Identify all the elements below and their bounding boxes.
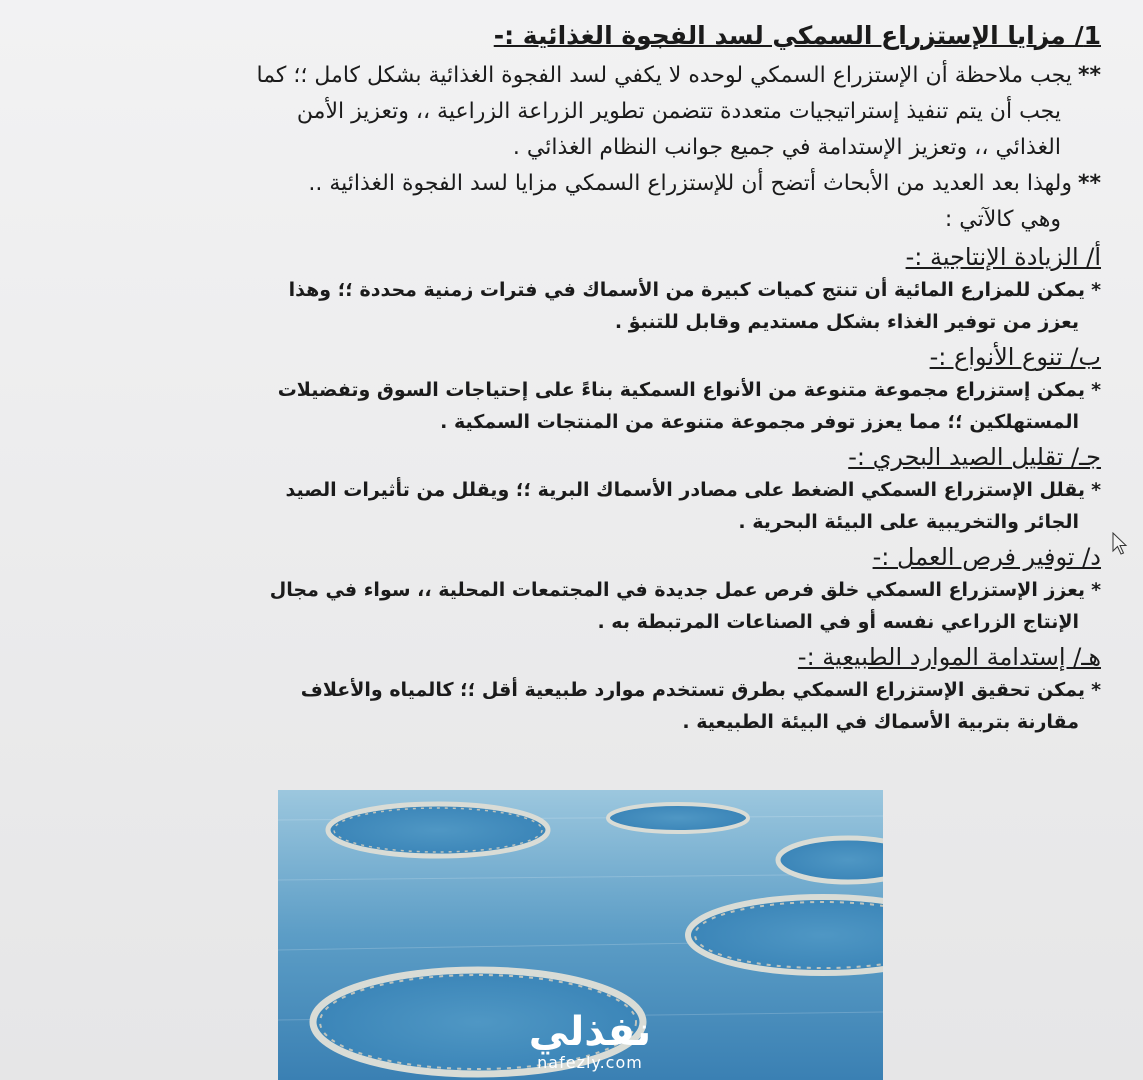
bullet-line2: الجائر والتخريبية على البيئة البحرية .	[738, 511, 1079, 533]
intro-p1-line1: يجب ملاحظة أن الإستزراع السمكي لوحده لا يكفي لسد الفجوة الغذائية بشكل كامل ؛؛ كما	[256, 63, 1072, 88]
intro-p1-line2: يجب أن يتم تنفيذ إستراتيجيات متعددة تتضمن تطوير الزراعة الزراعية ،، وتعزيز الأمن	[296, 99, 1061, 124]
bullet-line2: يعزز من توفير الغذاء بشكل مستديم وقابل للتنبؤ .	[614, 311, 1079, 333]
section-heading: هـ/ إستدامة الموارد الطبيعية :-	[797, 643, 1101, 671]
net-pen-ring	[778, 838, 883, 882]
watermark-arabic: نفذلي	[528, 1009, 652, 1055]
section-d	[101, 540, 1101, 638]
bullet-line1: يعزز الإستزراع السمكي خلق فرص عمل جديدة في المجتمعات المحلية ،، سواء في مجال	[269, 579, 1086, 601]
net-pen-ring	[608, 804, 748, 832]
section-heading: جـ/ تقليل الصيد البحري :-	[848, 443, 1101, 471]
bullet-marker: *	[1091, 679, 1101, 701]
document-body	[101, 18, 1101, 738]
section-bullet	[251, 274, 1101, 338]
section-bullet	[251, 474, 1101, 538]
bullet-line1: يمكن للمزارع المائية أن تنتج كميات كبيرة من الأسماك في فترات زمنية محددة ؛؛ وهذا	[288, 279, 1086, 301]
bullet-line1: يمكن تحقيق الإستزراع السمكي بطرق تستخدم موارد طبيعية أقل ؛؛ كالمياه والأعلاف	[300, 679, 1086, 701]
section-bullet	[251, 374, 1101, 438]
intro-p1-line3: الغذائي ،، وتعزيز الإستدامة في جميع جوانب النظام الغذائي .	[512, 135, 1061, 160]
watermark-logo	[505, 1010, 675, 1080]
section-bullet	[251, 674, 1101, 738]
section-heading: د/ توفير فرص العمل :-	[872, 543, 1101, 571]
section-a	[101, 240, 1101, 338]
section-b	[101, 340, 1101, 438]
bullet-marker: *	[1091, 379, 1101, 401]
document-title: 1/ مزايا الإستزراع السمكي لسد الفجوة الغذائية :-	[493, 21, 1101, 50]
section-e	[101, 640, 1101, 738]
section-bullet	[251, 574, 1101, 638]
net-pen-ring	[688, 897, 883, 973]
intro-paragraph-1	[101, 58, 1101, 94]
intro-paragraph-2	[101, 166, 1101, 202]
bullet-line2: المستهلكين ؛؛ مما يعزز توفر مجموعة متنوعة من المنتجات السمكية .	[440, 411, 1079, 433]
mouse-cursor-icon	[1112, 532, 1128, 556]
section-heading: أ/ الزيادة الإنتاجية :-	[905, 243, 1101, 271]
intro-p2-line1: ولهذا بعد العديد من الأبحاث أتضح أن للإستزراع السمكي مزايا لسد الفجوة الغذائية ..	[308, 171, 1072, 196]
bullet-line1: يمكن إستزراع مجموعة متنوعة من الأنواع السمكية بناءً على إحتياجات السوق وتفضيلات	[277, 379, 1086, 401]
net-pen-ring	[328, 804, 548, 856]
section-heading: ب/ تنوع الأنواع :-	[929, 343, 1101, 371]
intro-p2-line2: وهي كالآتي :	[944, 207, 1061, 232]
double-star-marker: **	[1077, 171, 1101, 196]
bullet-line2: مقارنة بتربية الأسماك في البيئة الطبيعية .	[682, 711, 1079, 733]
bullet-marker: *	[1091, 579, 1101, 601]
bullet-line2: الإنتاج الزراعي نفسه أو في الصناعات المرتبطة به .	[597, 611, 1079, 633]
double-star-marker: **	[1077, 63, 1101, 88]
bullet-line1: يقلل الإستزراع السمكي الضغط على مصادر الأسماك البرية ؛؛ ويقلل من تأثيرات الصيد	[285, 479, 1086, 501]
section-c	[101, 440, 1101, 538]
bullet-marker: *	[1091, 279, 1101, 301]
bullet-marker: *	[1091, 479, 1101, 501]
watermark-latin: nafezly.com	[537, 1053, 643, 1072]
